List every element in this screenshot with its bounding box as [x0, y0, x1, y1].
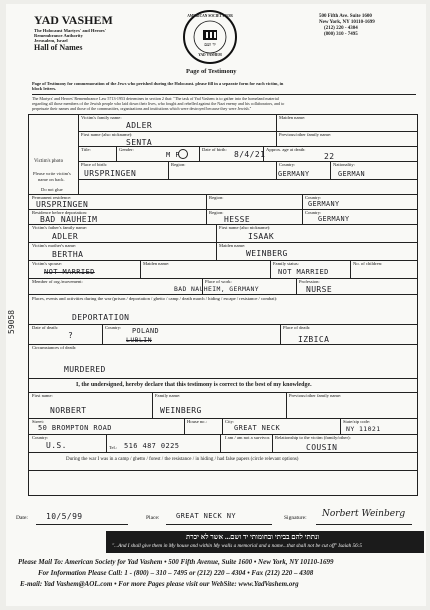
submitter-family-value[interactable]: WEINBERG: [160, 406, 202, 415]
country-birth-value[interactable]: GERMANY: [278, 170, 310, 178]
age-label: Approx. age at death:: [266, 147, 306, 152]
state-zip-value[interactable]: NY 11021: [346, 425, 381, 433]
circumstances-label: Circumstances of death:: [32, 345, 77, 350]
org-name: YAD VASHEM: [34, 13, 113, 27]
address-line-1: 500 Fifth Ave. Suite 1600: [319, 14, 372, 19]
mother-name-label: Victim's mother's name:: [32, 243, 77, 248]
residence-region-label: Region:: [209, 210, 224, 215]
seal-symbol: יד ושם: [204, 42, 216, 47]
place-work-value[interactable]: BAD NAUHEIM, GERMANY: [174, 285, 259, 293]
first-name-value[interactable]: SENTA: [126, 138, 153, 147]
date-sig-label: Date:: [16, 515, 28, 521]
survivor-label: I am / am not a survivor.: [225, 435, 271, 440]
nationality-label: Nationality:: [333, 162, 355, 167]
spouse-value[interactable]: NOT MARRIED: [44, 268, 95, 276]
scripture-english: "...And I shall give them in My house and within My walls a memorial and a name...that shall not be cut off" Isaiah 56:5: [112, 543, 363, 549]
country-birth-label: Country:: [279, 162, 296, 167]
residence-country-label: Country:: [305, 210, 322, 215]
profession-label: Profession:: [299, 279, 320, 284]
address-line-2: New York, NY 10110-1699: [319, 20, 375, 25]
family-status-value[interactable]: NOT MARRIED: [278, 268, 329, 276]
family-name-value[interactable]: ADLER: [126, 121, 153, 130]
dob-value[interactable]: 8/4/21: [234, 150, 266, 159]
first-name-label: First name (also nickname):: [81, 132, 133, 137]
phone-line-2: (800) 310 - 7495: [324, 32, 358, 37]
law-line-3: perpetuate their names and those of the communities, organizations and institutions which were destroyed because they were Jewish.": [32, 107, 252, 111]
during-war-text: During the war I was in a camp / ghetto / forest / the resistance / in hiding / had false papers (circle relevant options): [66, 457, 299, 462]
photo-note-3: Do not glue: [41, 187, 63, 192]
death-country-value[interactable]: POLAND: [132, 327, 159, 335]
residence-country-value[interactable]: GERMANY: [318, 215, 350, 223]
seal-bottom-text: YAD VASHEM: [198, 53, 222, 57]
father-first-value[interactable]: ISAAK: [248, 232, 275, 241]
footer-line-2: For Information Please Call: 1 - (800) – 310 – 7495 or (212) 220 – 4304 • Fax (212) 220 – 4308: [38, 569, 314, 577]
scripture-strip: [106, 531, 424, 553]
relationship-value[interactable]: COUSIN: [306, 443, 338, 452]
mother-maiden-label: Maiden name:: [219, 243, 246, 248]
place-birth-value[interactable]: URSPRINGEN: [84, 169, 137, 178]
perm-residence-value[interactable]: URSPRINGEN: [36, 200, 89, 209]
hall-of-names: Hall of Names: [34, 43, 83, 52]
signature-image: Norbert Weinberg: [322, 509, 406, 519]
region-label: Region:: [171, 162, 186, 167]
intro-line-2: block letters.: [32, 86, 57, 91]
perm-country-label: Country:: [305, 195, 322, 200]
declaration-text: I, the undersigned, hereby declare that this testimony is correct to the best of my knowledge.: [76, 382, 312, 388]
submitter-first-label: First name:: [32, 393, 53, 398]
circumstances-value[interactable]: MURDERED: [64, 365, 106, 374]
street-value[interactable]: 50 BROMPTON ROAD: [38, 424, 112, 432]
footer-line-3: E-mail: Yad Vashem@AOL.com • For more Pages please visit our WebSite: www.YadVashem.org: [20, 580, 299, 588]
signature-label: Signature:: [284, 515, 307, 521]
law-line-1: The Martyrs' and Heroes' Remembrance Law 5713-1953 determines in section 2 that: "The task of Yad Vashem is to gather into the homeland material: [32, 97, 279, 101]
age-value[interactable]: 22: [324, 152, 335, 161]
children-label: No. of children:: [353, 261, 383, 266]
nationality-value[interactable]: GERMAN: [338, 170, 365, 178]
place-birth-label: Place of birth:: [81, 162, 108, 167]
perm-residence-label: Permanent residence:: [32, 195, 72, 200]
gender-value[interactable]: M F: [166, 151, 180, 159]
org-subtitle-1: The Holocaust Martyrs' and Heroes': [34, 28, 106, 33]
scripture-hebrew: ונתתי להם בביתי ובחומותי יד ושם... אשר לא יכרת: [186, 533, 320, 541]
street-label: Street:: [32, 419, 44, 424]
gender-label: Gender:: [119, 147, 134, 152]
maiden-name-label: Maiden name:: [279, 115, 306, 120]
perm-country-value[interactable]: GERMANY: [308, 200, 340, 208]
residence-region-value[interactable]: HESSE: [224, 215, 251, 224]
death-country-label: Country:: [105, 325, 122, 330]
previous-family-label: Previous/other family name:: [279, 132, 332, 137]
testimony-page: [6, 4, 426, 606]
mother-maiden-value[interactable]: WEINBERG: [246, 249, 288, 258]
submitter-family-label: Family name:: [155, 393, 181, 398]
org-subtitle-3: Jerusalem, Israel: [34, 38, 68, 43]
perm-region-label: Region:: [209, 195, 224, 200]
spouse-label: Victim's spouse:: [32, 261, 63, 266]
mother-first-value[interactable]: BERTHA: [52, 250, 84, 259]
title-label: Title:: [81, 147, 91, 152]
spouse-maiden-label: Maiden name:: [143, 261, 170, 266]
place-sig-value[interactable]: GREAT NECK NY: [176, 512, 236, 520]
seal-logo-icon: [183, 10, 237, 64]
intro-line-1: Page of Testimony for commemoration of the Jews who perished during the Holocaust. please fill in a separate form for each victim, in: [32, 82, 284, 86]
places-events-label: Places, events and activities during the war (prison / deportation / ghetto / camp / death march / hiding / escape / resistance / combat):: [32, 296, 278, 301]
city-label: City:: [225, 419, 235, 424]
father-name-label: Victim's father's family name:: [32, 225, 88, 230]
tel-value[interactable]: 516 487 0225: [124, 442, 180, 450]
state-zip-label: State/zip code:: [343, 419, 371, 424]
residence-before-label: Residence before deportation:: [32, 210, 88, 215]
date-death-label: Date of death:: [32, 325, 59, 330]
place-work-label: Place of work:: [205, 279, 232, 284]
residence-before-value[interactable]: BAD NAUHEIM: [40, 215, 98, 224]
date-death-value[interactable]: ?: [68, 331, 74, 340]
place-death-value[interactable]: IZBICA: [298, 335, 330, 344]
photo-label: Victim's photo: [34, 159, 64, 164]
photo-note-1: Please write victim's: [33, 171, 71, 176]
tel-label: Tel.:: [109, 445, 118, 450]
stamp-number: 59058: [7, 309, 16, 334]
submitter-prev-label: Previous/other family name:: [289, 393, 342, 398]
member-org-label: Member of org./movement:: [32, 279, 83, 284]
family-status-label: Family status:: [273, 261, 299, 266]
seal-top-text: AMERICAN SOCIETY FOR: [187, 14, 233, 18]
phone-line-1: (212) 220 - 4304: [324, 26, 358, 31]
father-family-value[interactable]: ADLER: [52, 232, 79, 241]
house-no-label: House no.:: [187, 419, 207, 424]
law-line-2: regarding all those members of the Jewish people who laid down their lives, who fought and rebelled against the Nazi enemy and his collaborators, and to: [32, 102, 285, 106]
submitter-country-value[interactable]: U.S.: [46, 441, 67, 450]
city-value[interactable]: GREAT NECK: [234, 424, 281, 432]
submitter-country-label: Country:: [32, 435, 49, 440]
family-name-label: Victim's family name:: [81, 115, 122, 120]
father-first-label: First name (also nickname):: [219, 225, 271, 230]
place-sig-label: Place:: [146, 515, 160, 521]
gender-circle-mark: [178, 149, 188, 159]
death-country-struck: LUBLIN: [126, 336, 152, 344]
date-sig-value[interactable]: 10/5/99: [46, 512, 83, 521]
dob-label: Date of birth:: [202, 147, 227, 152]
submitter-first-value[interactable]: NORBERT: [50, 406, 87, 415]
profession-value[interactable]: NURSE: [306, 285, 333, 294]
relationship-label: Relationship to the victim (family/other):: [275, 435, 351, 440]
photo-note-2: name on back.: [38, 177, 65, 182]
form-title: Page of Testimony: [186, 68, 237, 75]
place-death-label: Place of death:: [283, 325, 311, 330]
footer-line-1: Please Mail To: American Society for Yad Vashem • 500 Fifth Avenue, Suite 1600 • New York, NY 10110-1699: [18, 558, 334, 566]
places-events-value[interactable]: DEPORTATION: [72, 313, 130, 322]
org-subtitle-2: Remembrance Authority: [34, 33, 83, 38]
